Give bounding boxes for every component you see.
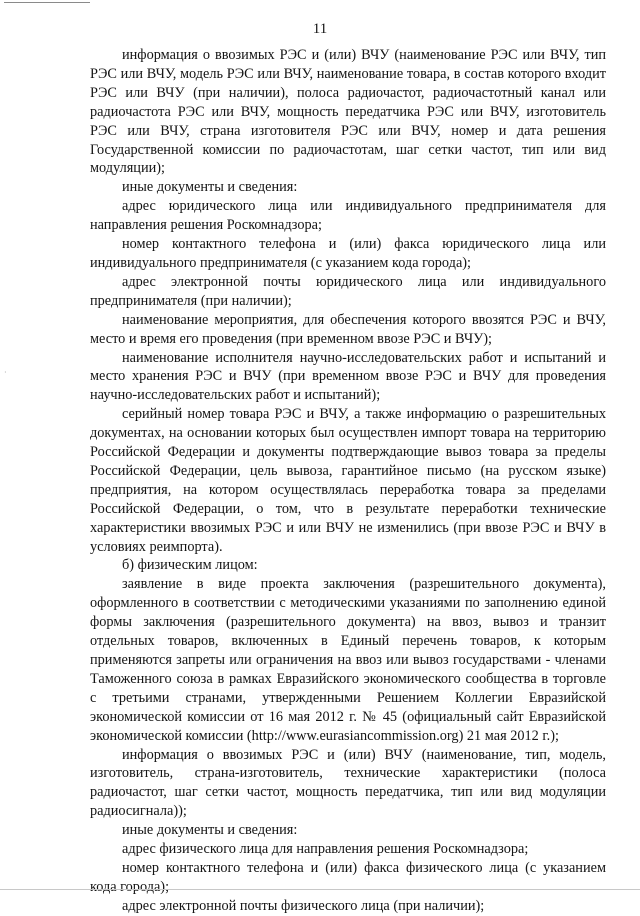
paragraph-event-name: наименование мероприятия, для обеспечения которого ввозятся РЭС и ВЧУ, место и время его проведения (при временном ввозе РЭС и ВЧУ); (90, 311, 606, 347)
paragraph-research-executor: наименование исполнителя научно-исследовательских работ и испытаний и место хранения РЭС и ВЧУ (при временном ввозе РЭС и ВЧУ для проведения научно-исследовательских работ и испытаний); (90, 349, 606, 404)
paragraph-legal-email: адрес электронной почты юридического лица или индивидуального предпринимателя (при наличии); (90, 273, 606, 309)
paragraph-individual-address: адрес физического лица для направления решения Роскомнадзора; (122, 841, 529, 858)
paragraph-individual-heading: б) физическим лицом: (122, 557, 258, 574)
document-body (90, 46, 606, 916)
bottom-scan-edge (0, 889, 640, 890)
paragraph-individual-email: адрес электронной почты физического лица (при наличии); (122, 897, 485, 914)
page-number: 11 (312, 21, 328, 37)
paragraph-legal-phone: номер контактного телефона и (или) факса юридического лица или индивидуального предпринимателя (с указанием кода города); (90, 236, 606, 271)
paragraph-individual-other-documents: иные документы и сведения: (122, 822, 298, 839)
paragraph-res-import-info: информация о ввозимых РЭС и (или) ВЧУ (наименование РЭС или ВЧУ, тип РЭС или ВЧУ, модель РЭС или ВЧУ, наименование товара, в состав которого входит РЭС или ВЧУ (при наличии), полоса радиочастот, радиочастотный канал или радиочастота РЭС или ВЧУ, мощность передатчика РЭС или ВЧУ, изготовитель РЭС или ВЧУ, страна изготовителя РЭС или ВЧУ, номер и дата решения Государственной комиссии по радиочастотам, шаг сетки частот, тип или вид модуляции); (90, 47, 606, 177)
paragraph-legal-address: адрес юридического лица или индивидуального предпринимателя для направления решения Роскомнадзора; (90, 198, 606, 234)
paragraph-other-documents: иные документы и сведения: (122, 179, 298, 196)
paragraph-application-draft: заявление в виде проекта заключения (разрешительного документа), оформленного в соответствии с методическими указаниями по заполнению единой формы заключения (разрешительного документа) на ввоз, вывоз и транзит отдельных товаров, включенных в Единый перечень товаров, к которым применяются запреты или ограничения на ввоз или вывоз государствами - членами Таможенного союза в рамках Евразийского экономического сообщества в торговле с третьими странами, утвержденными Решением Коллегии Евразийской экономической комиссии от 16 мая 2012 г. № 45 (официальный сайт Евразийской экономической комиссии (http://www.eurasiancommission.org) 21 мая 2012 г.); (90, 576, 606, 744)
top-scan-rule (4, 2, 90, 3)
paragraph-individual-phone: номер контактного телефона и (или) факса физического лица (с указанием кода города); (90, 859, 606, 895)
margin-scan-mark: · (4, 368, 7, 377)
paragraph-serial-reimport: серийный номер товара РЭС и ВЧУ, а также информацию о разрешительных документах, на основании которых был осуществлен импорт товара на территорию Российской Федерации и документы подтверждающие вывоз товара за пределы Российской Федерации, цель вывоза, гарантийное письмо (на русском языке) предприятия, на котором осуществлялась переработка товара за пределами Российской Федерации, о том, что в результате переработки технические характеристики ввозимых РЭС и или ВЧУ не изменились (при ввозе РЭС и ВЧУ в условиях реимпорта). (90, 406, 606, 555)
paragraph-individual-res-info: информация о ввозимых РЭС и (или) ВЧУ (наименование, тип, модель, изготовитель, страна-изготовитель, технические характеристики (полоса радиочастот, шаг сетки частот, мощность передатчика, тип или вид модуляции радиосигнала)); (90, 746, 606, 820)
